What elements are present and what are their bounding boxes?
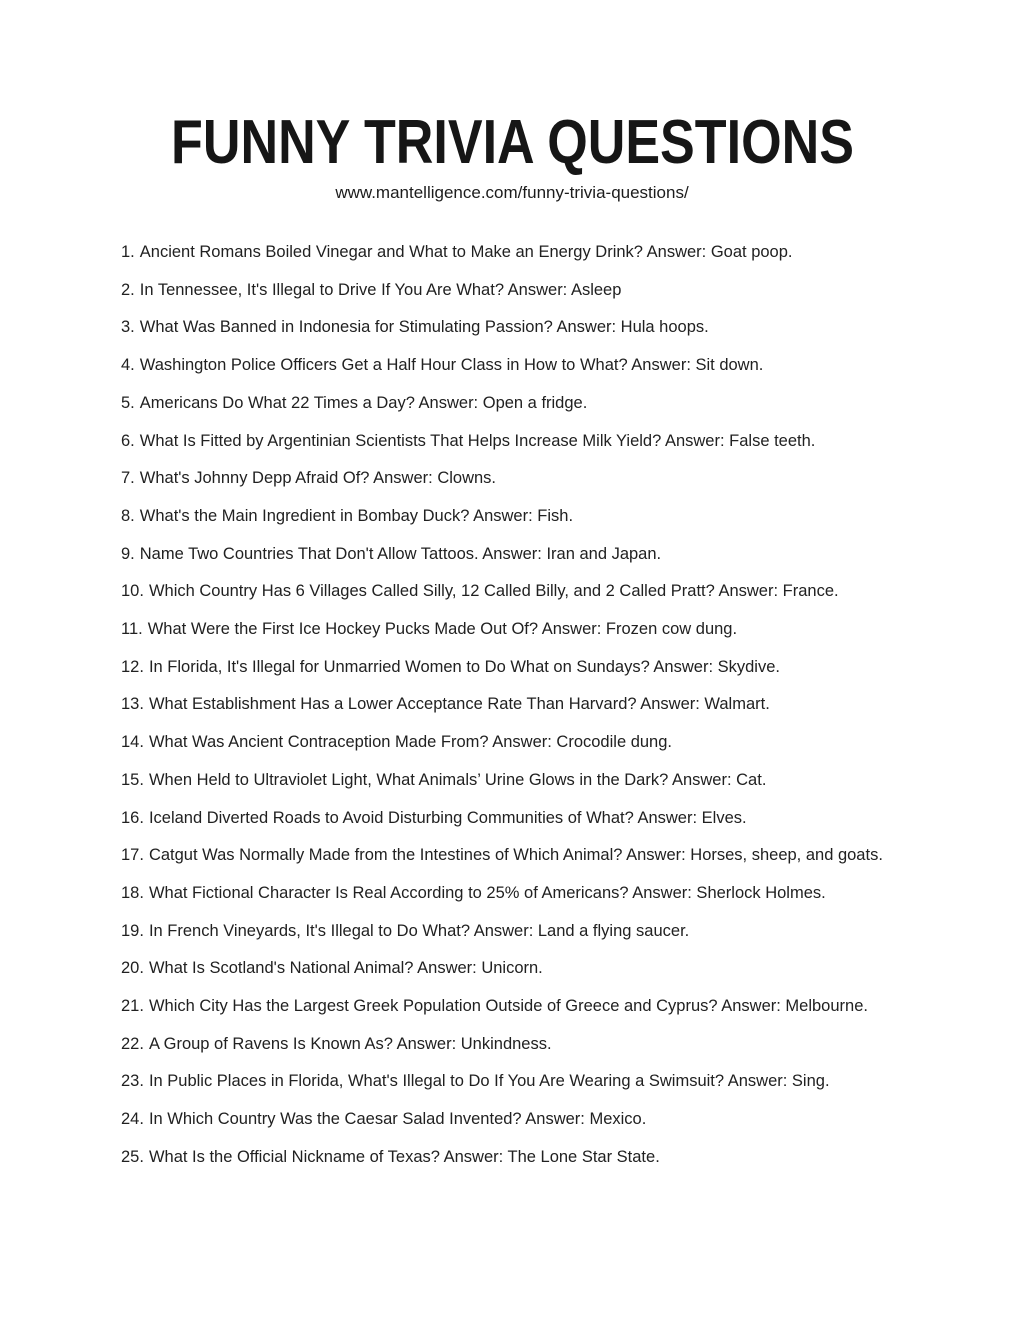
list-item	[121, 913, 984, 951]
item-text: What Is Scotland's National Animal? Answer: Unicorn.	[148, 959, 543, 978]
item-text: When Held to Ultraviolet Light, What Animals’ Urine Glows in the Dark? Answer: Cat.	[148, 770, 767, 789]
item-text: Name Two Countries That Don't Allow Tattoos. Answer: Iran and Japan.	[139, 544, 662, 563]
item-text: Ancient Romans Boiled Vinegar and What to Make an Energy Drink? Answer: Goat poop.	[139, 243, 793, 261]
list-item	[121, 385, 984, 423]
item-text: Iceland Diverted Roads to Avoid Disturbing Communities of What? Answer: Elves.	[148, 808, 747, 827]
item-text: Which City Has the Largest Greek Population Outside of Greece and Cyprus? Answer: Melbourne.	[148, 997, 868, 1016]
source-url: www.mantelligence.com/funny-trivia-questions/	[335, 183, 689, 202]
list-item	[121, 762, 984, 800]
item-number: 14.	[121, 733, 144, 752]
item-number: 24.	[121, 1110, 144, 1129]
list-item	[121, 611, 984, 649]
item-number: 12.	[121, 657, 144, 676]
item-text: Americans Do What 22 Times a Day? Answer: Open a fridge.	[139, 393, 588, 412]
item-text: In Public Places in Florida, What's Illegal to Do If You Are Wearing a Swimsuit? Answer: Sing.	[148, 1072, 830, 1091]
list-item	[121, 988, 984, 1026]
list-item	[121, 460, 984, 498]
item-text: What Was Ancient Contraception Made From? Answer: Crocodile dung.	[148, 733, 672, 752]
list-item	[121, 686, 984, 724]
item-number: 8.	[121, 506, 135, 525]
list-item	[121, 573, 984, 611]
item-text: In Which Country Was the Caesar Salad Invented? Answer: Mexico.	[148, 1110, 647, 1129]
item-number: 21.	[121, 997, 144, 1016]
item-number: 3.	[121, 318, 135, 337]
list-item	[121, 724, 984, 762]
item-number: 7.	[121, 469, 135, 488]
item-text: What's the Main Ingredient in Bombay Duck? Answer: Fish.	[139, 506, 574, 525]
item-number: 11.	[121, 620, 143, 639]
item-text: What Is the Official Nickname of Texas? Answer: The Lone Star State.	[148, 1147, 660, 1166]
item-number: 1.	[121, 243, 135, 261]
list-item	[121, 423, 984, 461]
item-text: In Tennessee, It's Illegal to Drive If You Are What? Answer: Asleep	[139, 280, 622, 299]
item-text: Which Country Has 6 Villages Called Silly, 12 Called Billy, and 2 Called Pratt? Answer: France.	[148, 582, 839, 601]
item-number: 23.	[121, 1072, 144, 1091]
list-item	[121, 1101, 984, 1139]
item-text: What's Johnny Depp Afraid Of? Answer: Clowns.	[139, 469, 496, 488]
list-item	[121, 1026, 984, 1064]
item-text: What Was Banned in Indonesia for Stimulating Passion? Answer: Hula hoops.	[139, 318, 709, 337]
list-item	[121, 800, 984, 838]
item-text: What Is Fitted by Argentinian Scientists That Helps Increase Milk Yield? Answer: False teeth.	[139, 431, 816, 450]
item-number: 10.	[121, 582, 144, 601]
list-item	[121, 875, 984, 913]
item-text: What Fictional Character Is Real According to 25% of Americans? Answer: Sherlock Holmes.	[148, 883, 826, 902]
item-text: In Florida, It's Illegal for Unmarried Women to Do What on Sundays? Answer: Skydive.	[148, 657, 780, 676]
list-item	[121, 498, 984, 536]
list-item	[121, 649, 984, 687]
item-text: Catgut Was Normally Made from the Intestines of Which Animal? Answer: Horses, sheep, and goats.	[148, 846, 883, 865]
item-text: In French Vineyards, It's Illegal to Do What? Answer: Land a flying saucer.	[148, 921, 690, 940]
list-item	[121, 837, 984, 875]
list-item	[121, 1063, 984, 1101]
list-item	[121, 536, 984, 574]
item-number: 25.	[121, 1147, 144, 1166]
list-item	[121, 950, 984, 988]
list-item	[121, 272, 984, 310]
item-number: 2.	[121, 280, 135, 299]
page-title-text: FUNNY TRIVIA QUESTIONS	[170, 108, 854, 177]
document-header	[0, 0, 1024, 203]
item-number: 18.	[121, 883, 144, 902]
item-number: 20.	[121, 959, 144, 978]
item-number: 5.	[121, 393, 135, 412]
item-number: 6.	[121, 431, 135, 450]
item-text: What Were the First Ice Hockey Pucks Made Out Of? Answer: Frozen cow dung.	[147, 620, 738, 639]
item-number: 13.	[121, 695, 144, 714]
item-number: 17.	[121, 846, 144, 865]
list-item	[121, 309, 984, 347]
item-text: What Establishment Has a Lower Acceptance Rate Than Harvard? Answer: Walmart.	[148, 695, 770, 714]
item-text: Washington Police Officers Get a Half Hour Class in How to What? Answer: Sit down.	[139, 356, 764, 375]
list-item	[121, 234, 984, 272]
item-number: 22.	[121, 1034, 144, 1053]
trivia-list	[0, 234, 1024, 1177]
item-number: 9.	[121, 544, 135, 563]
list-item	[121, 347, 984, 385]
item-number: 4.	[121, 356, 135, 375]
item-text: A Group of Ravens Is Known As? Answer: Unkindness.	[148, 1034, 552, 1053]
item-number: 19.	[121, 921, 144, 940]
list-item	[121, 1139, 984, 1177]
item-number: 15.	[121, 770, 144, 789]
page-title	[0, 108, 1024, 177]
item-number: 16.	[121, 808, 144, 827]
